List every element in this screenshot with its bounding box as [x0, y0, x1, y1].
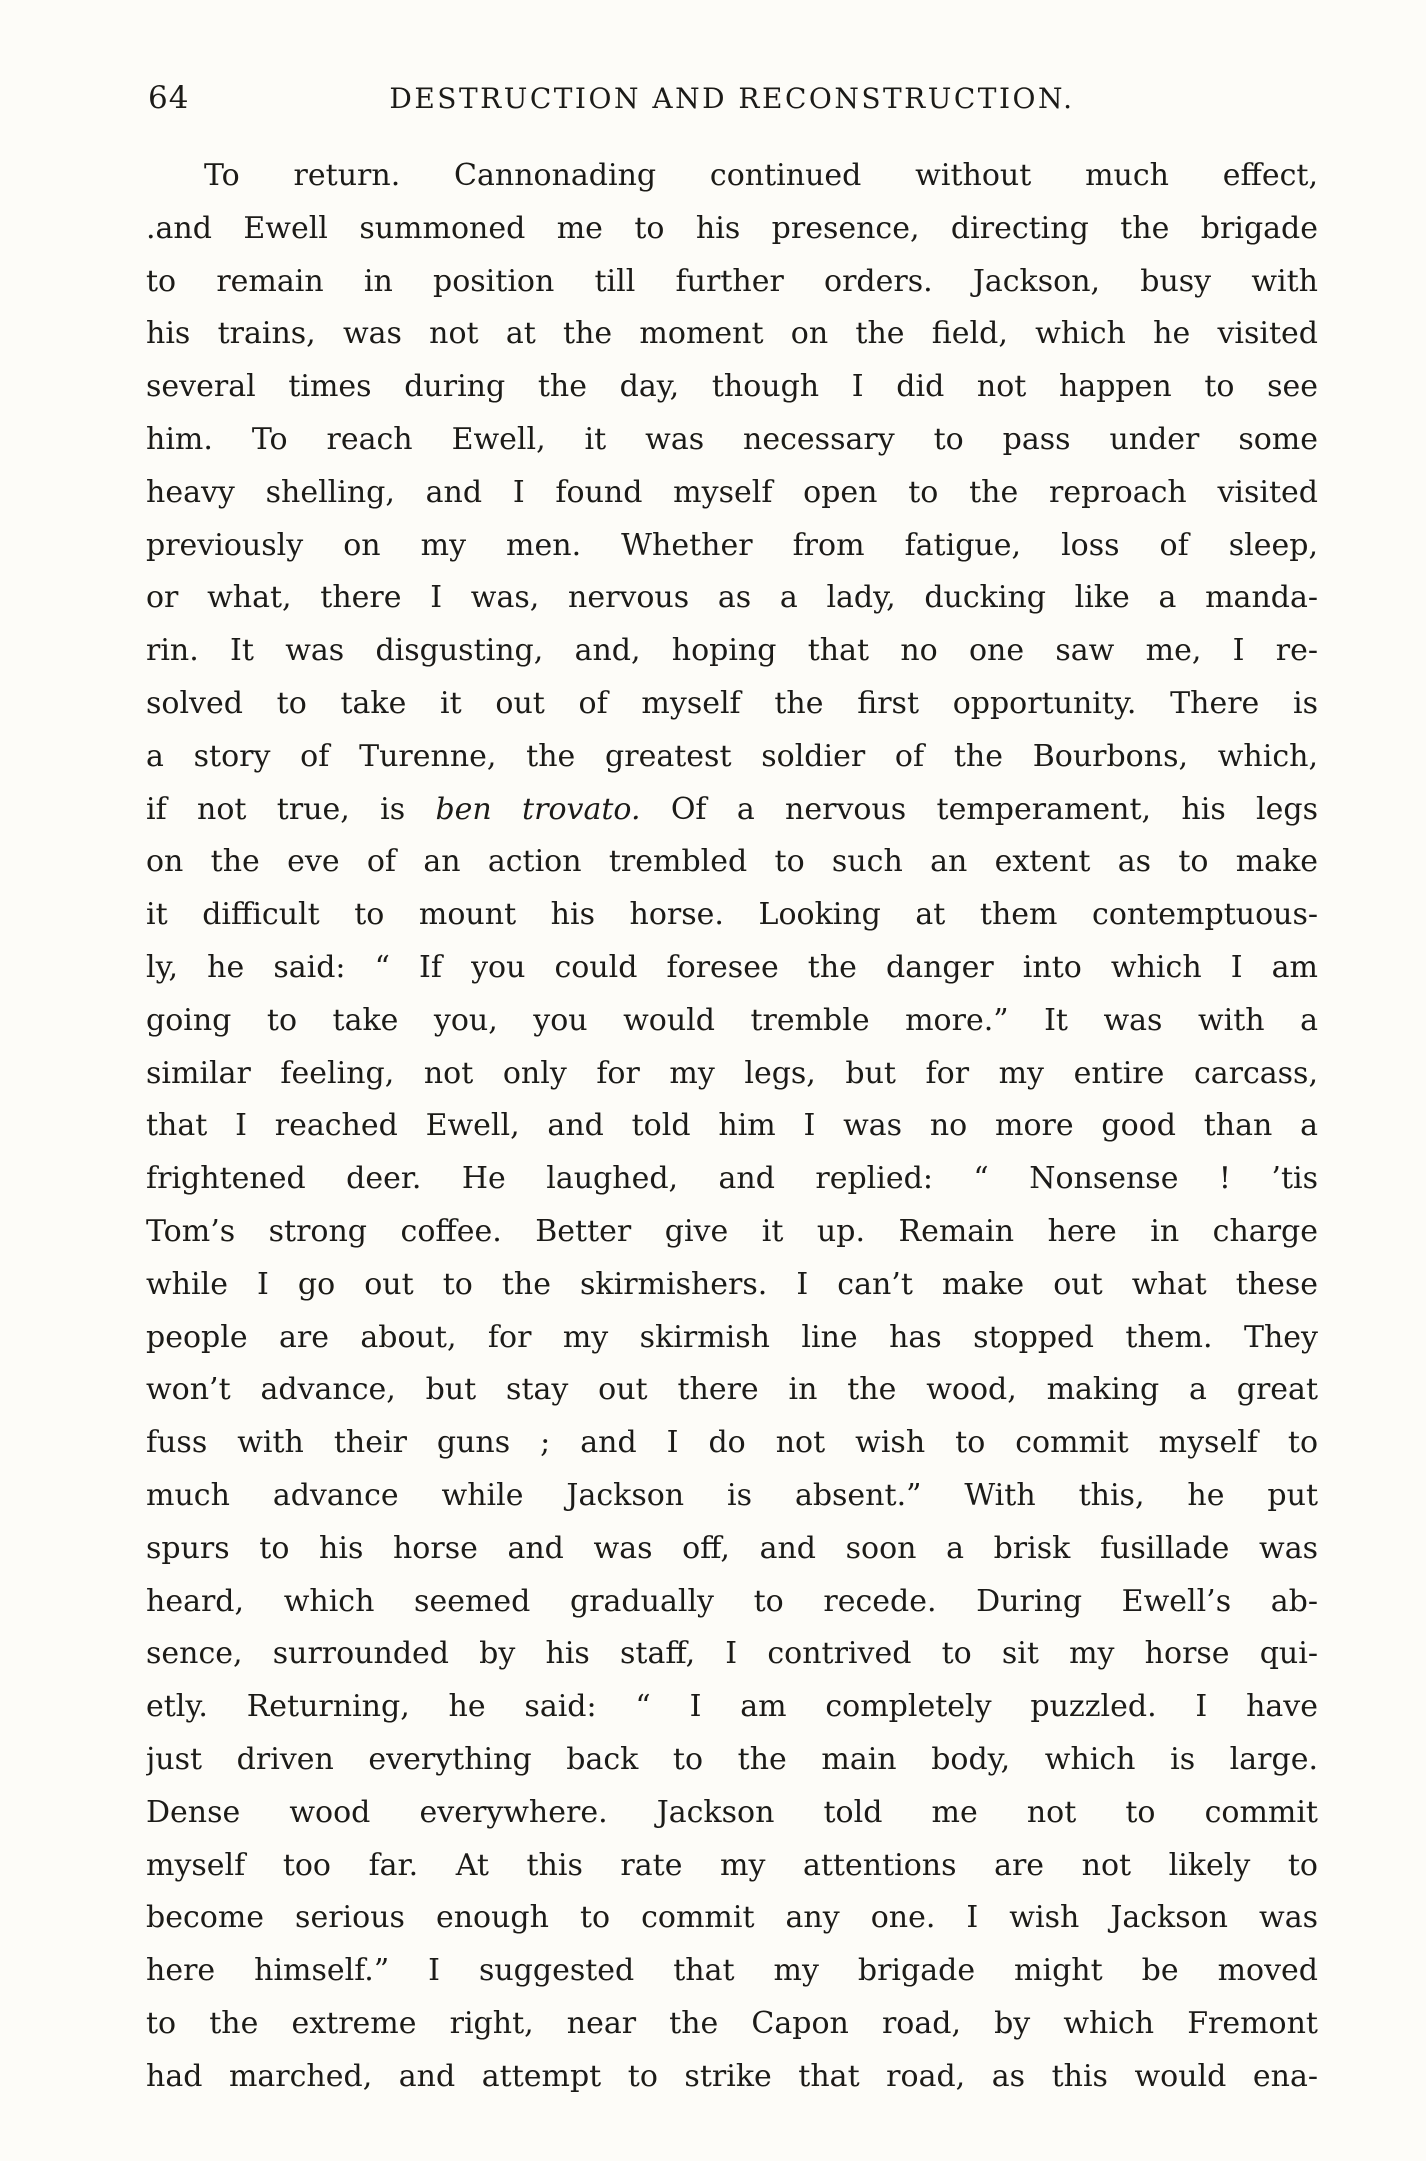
text-line: or what, there I was, nervous as a lady, ducking like a manda-: [146, 580, 1318, 616]
text-line: going to take you, you would tremble more.” It was with a: [146, 1002, 1318, 1038]
text-line: To return. Cannonading continued without much effect,: [204, 158, 1318, 193]
text-line: if not true, is ben trovato. Of a nervous temperament, his legs: [146, 791, 1318, 827]
text-line: etly. Returning, he said: “ I am completely puzzled. I have: [146, 1689, 1318, 1725]
text-line: won’t advance, but stay out there in the wood, making a great: [146, 1372, 1318, 1408]
text-line: Dense wood everywhere. Jackson told me not to commit: [146, 1794, 1318, 1830]
text-line: a story of Turenne, the greatest soldier of the Bourbons, which,: [146, 738, 1318, 774]
text-line: myself too far. At this rate my attentions are not likely to: [146, 1847, 1318, 1883]
body-text: [146, 150, 1318, 2103]
text-line: people are about, for my skirmish line has stopped them. They: [146, 1319, 1318, 1355]
text-line: .and Ewell summoned me to his presence, directing the brigade: [146, 210, 1318, 246]
text-line: him. To reach Ewell, it was necessary to pass under some: [146, 421, 1318, 457]
text-line: sence, surrounded by his staff, I contrived to sit my horse qui-: [146, 1636, 1318, 1672]
text-line: frightened deer. He laughed, and replied: “ Nonsense ! ’tis: [146, 1161, 1318, 1197]
text-line: Tom’s strong coffee. Better give it up. Remain here in charge: [146, 1213, 1318, 1249]
text-line: to the extreme right, near the Capon road, by which Fremont: [146, 2005, 1318, 2041]
page-header: [146, 78, 1318, 122]
text-line: ly, he said: “ If you could foresee the danger into which I am: [146, 949, 1318, 985]
text-line: previously on my men. Whether from fatigue, loss of sleep,: [146, 527, 1318, 563]
text-line: that I reached Ewell, and told him I was no more good than a: [146, 1108, 1318, 1144]
text-line: similar feeling, not only for my legs, but for my entire carcass,: [146, 1055, 1318, 1091]
text-line: spurs to his horse and was off, and soon a brisk fusillade was: [146, 1530, 1318, 1566]
page-number: 64: [148, 80, 190, 116]
text-line: heavy shelling, and I found myself open to the reproach visited: [146, 474, 1318, 510]
text-line: heard, which seemed gradually to recede. During Ewell’s ab-: [146, 1583, 1318, 1619]
text-line: had marched, and attempt to strike that road, as this would ena-: [146, 2058, 1318, 2094]
text-line: fuss with their guns ; and I do not wish to commit myself to: [146, 1425, 1318, 1461]
text-line: it difficult to mount his horse. Looking at them contemptuous-: [146, 897, 1318, 933]
text-line: his trains, was not at the moment on the field, which he visited: [146, 316, 1318, 352]
text-line: several times during the day, though I did not happen to see: [146, 369, 1318, 405]
text-line: while I go out to the skirmishers. I can’t make out what these: [146, 1266, 1318, 1302]
text-line: on the eve of an action trembled to such an extent as to make: [146, 844, 1318, 880]
text-line: rin. It was disgusting, and, hoping that no one saw me, I re-: [146, 633, 1318, 669]
text-line: solved to take it out of myself the first opportunity. There is: [146, 685, 1318, 721]
running-title: DESTRUCTION AND RECONSTRUCTION.: [389, 82, 1075, 115]
text-line: here himself.” I suggested that my brigade might be moved: [146, 1953, 1318, 1989]
text-line: to remain in position till further orders. Jackson, busy with: [146, 263, 1318, 299]
text-line: much advance while Jackson is absent.” With this, he put: [146, 1477, 1318, 1513]
text-line: just driven everything back to the main body, which is large.: [146, 1741, 1318, 1777]
text-line: become serious enough to commit any one. I wish Jackson was: [146, 1900, 1318, 1936]
